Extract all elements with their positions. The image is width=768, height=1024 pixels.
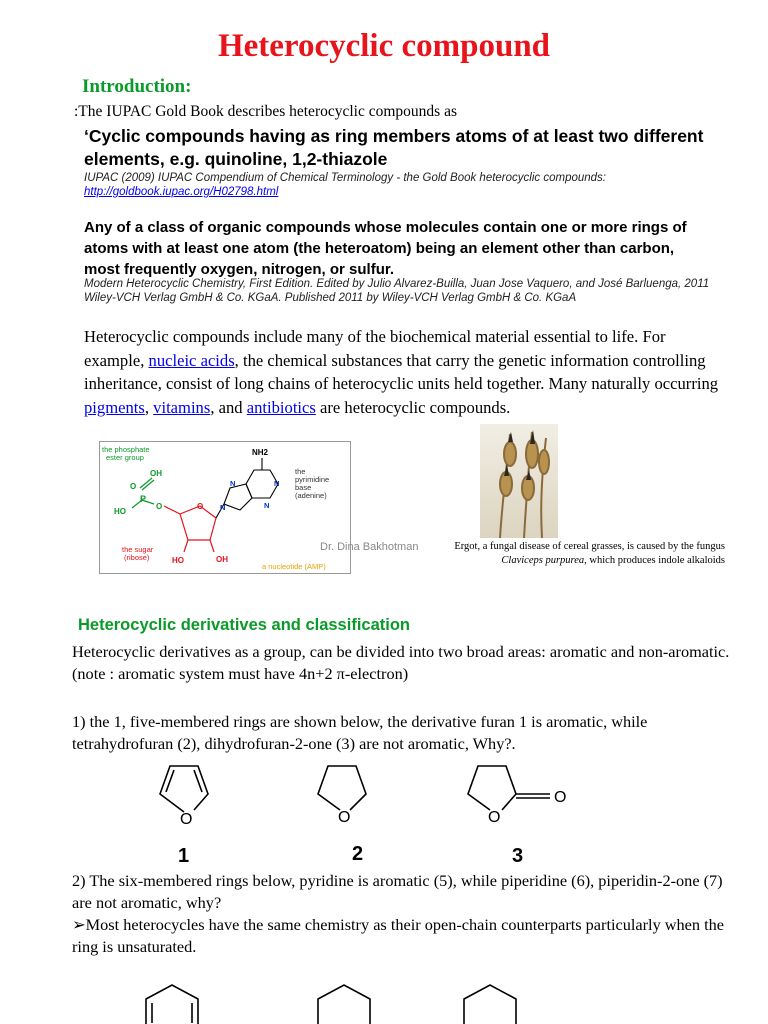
page-title: Heterocyclic compound — [217, 28, 551, 64]
ergot-photo — [480, 424, 558, 538]
thf-oxygen: O — [338, 809, 351, 826]
citation-iupac — [84, 171, 704, 199]
para-text: Heterocyclic compounds include many of the biochemical material essential to life. For example, — [84, 327, 666, 370]
ring-oxygen: O — [197, 502, 204, 511]
watermark: Dr. Dina Bakhotman — [320, 541, 419, 553]
lactone-oxygen: O — [488, 809, 501, 826]
ho-group: HO — [172, 556, 184, 565]
nitrogen-atom: N — [264, 501, 270, 510]
definition-text: Any of a class of organic compounds whose molecules contain one or more rings of atoms with at least one atom (the heteroatom) being an element other than carbon, most frequently oxygen, nitrogen, or sulfur. — [84, 219, 687, 278]
piperidinone-ring — [464, 985, 516, 1024]
amp-structure-svg — [100, 442, 350, 573]
five-membered-rings — [150, 760, 570, 870]
oh-group: OH — [216, 555, 228, 564]
six-rings-svg — [140, 975, 570, 1024]
nitrogen-atom: N — [230, 479, 236, 488]
note-text: Most heterocycles have the same chemistry as their open-chain counterparts particularly when the ring is unsaturated. — [72, 915, 725, 956]
nucleotide-label: a nucleotide (AMP) — [262, 562, 326, 571]
nitrogen-atom: N — [220, 503, 226, 512]
rings-svg — [150, 760, 570, 870]
caption-text: Ergot, a fungal disease of cereal grasses, is caused by the fungus — [454, 541, 725, 552]
five-membered-paragraph: 1) the 1, five-membered rings are shown below, the derivative furan 1 is aromatic, while tetrahydrofuran (2), dihydrofuran-2-one (3) are not aromatic, Why?. — [72, 712, 648, 753]
antibiotics-link[interactable]: antibiotics — [246, 397, 316, 417]
nucleic-acids-link[interactable]: nucleic acids — [148, 350, 235, 370]
ring-number: 1 — [178, 845, 190, 867]
oxygen-atom: O — [130, 482, 137, 491]
caption-text: , which produces indole alkaloids — [584, 555, 725, 566]
sugar-label: the sugar (ribose) — [122, 545, 154, 562]
heterocycle-chemistry-note — [72, 914, 732, 958]
ergot-image — [480, 424, 558, 538]
intro-line: :The IUPAC Gold Book describes heterocyclic compounds as — [74, 103, 457, 120]
para-text: , and — [210, 397, 243, 417]
introduction-heading: Introduction: — [82, 76, 192, 97]
goldbook-link[interactable]: http://goldbook.iupac.org/H02798.html — [84, 186, 279, 198]
six-membered-paragraph: 2) The six-membered rings below, pyridine is aromatic (5), while piperidine (6), piperidin-2-one (7) are not aromatic, why? — [72, 871, 723, 912]
bullet-icon: ➢ — [72, 915, 86, 934]
para-text: , the chemical substances that carry the genetic information controlling inheritance, consist of long chains of heterocyclic units held together. Many naturally occurring — [84, 350, 719, 393]
ring-number: 2 — [352, 843, 364, 865]
base-label: the pyrimidine base (adenine) — [295, 467, 330, 500]
pyridine-ring — [146, 985, 198, 1024]
furan-oxygen: O — [180, 811, 193, 828]
carbonyl-oxygen: O — [554, 789, 567, 806]
oh-group: OH — [150, 469, 162, 478]
tetrahydrofuran-ring — [318, 766, 366, 810]
amp-structure-figure — [99, 441, 351, 574]
furan-ring — [160, 766, 208, 812]
para-text: are heterocyclic compounds. — [320, 397, 511, 417]
ho-group: HO — [114, 507, 126, 516]
dihydrofuranone-ring — [468, 766, 550, 810]
section-heading: Heterocyclic derivatives and classification — [78, 616, 410, 634]
citation-iupac-text: IUPAC (2009) IUPAC Compendium of Chemical Terminology - the Gold Book heterocyclic compounds: — [84, 172, 606, 184]
nitrogen-atom: N — [274, 479, 280, 488]
piperidine-ring — [318, 985, 370, 1024]
six-membered-rings — [140, 975, 570, 1024]
vitamins-link[interactable]: vitamins — [153, 397, 211, 417]
amine-group: NH2 — [252, 448, 269, 457]
caption-species: Claviceps purpurea — [501, 555, 585, 566]
pigments-link[interactable]: pigments — [84, 397, 145, 417]
oxygen-atom: O — [156, 502, 163, 511]
ring-number: 3 — [512, 845, 524, 867]
phosphorus-atom: P — [140, 494, 147, 504]
phosphate-label: the phosphate ester group — [102, 445, 150, 462]
ergot-caption — [385, 540, 725, 568]
citation-book: Modern Heterocyclic Chemistry, First Edition. Edited by Julio Alvarez-Builla, Juan Jose Vaquero, and José Barluenga, 2011 Wiley-VCH Verlag GmbH & Co. KGaA. Published 2011 by Wiley-VCH Verlag GmbH & Co. KGaA — [84, 278, 710, 304]
intro-paragraph — [84, 325, 724, 419]
classification-paragraph: Heterocyclic derivatives as a group, can be divided into two broad areas: aromatic and non-aromatic. (note : aromatic system must have 4n+2 π-electron) — [72, 642, 730, 683]
para-text: , — [144, 397, 149, 417]
iupac-quote: ‘Cyclic compounds having as ring members atoms of at least two different elements, e.g. quinoline, 1,2-thiazole — [84, 126, 704, 169]
